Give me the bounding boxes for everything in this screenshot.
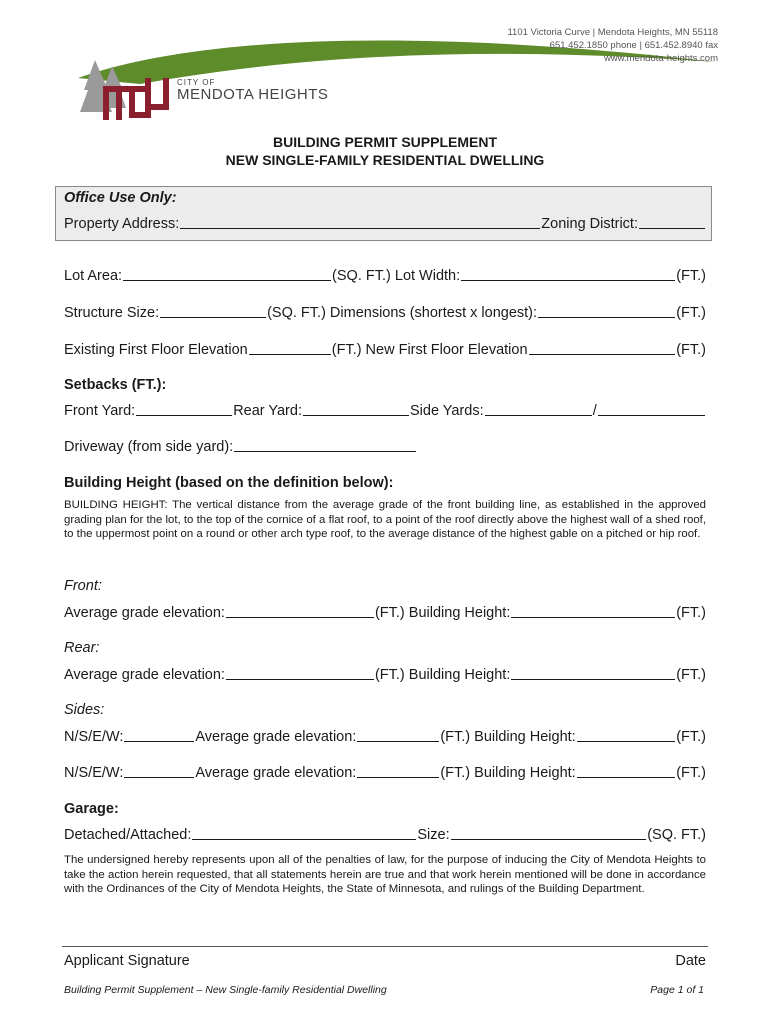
detached-attached-field[interactable] (192, 836, 416, 840)
existing-elevation-field[interactable] (249, 351, 331, 355)
existing-elevation-label: Existing First Floor Elevation (64, 342, 248, 358)
lot-row (64, 264, 706, 284)
lot-area-field[interactable] (123, 277, 331, 281)
side-2-avg-grade-label: Average grade elevation: (195, 765, 357, 781)
structure-size-label: Structure Size: (64, 305, 160, 321)
side-yard-1-field[interactable] (485, 412, 592, 416)
contact-web: www.mendota-heights.com (603, 53, 718, 64)
signature-line[interactable] (62, 946, 708, 947)
detached-attached-label: Detached/Attached: (64, 827, 192, 843)
side-2-avg-grade-field[interactable] (357, 774, 439, 778)
dimensions-unit: (FT.) (676, 305, 706, 321)
new-elevation-unit: (FT.) (676, 342, 706, 358)
rear-bldg-height-unit: (FT.) (676, 667, 706, 683)
zoning-district-label: Zoning District: (541, 216, 638, 232)
dimensions-label: (SQ. FT.) Dimensions (shortest x longest): (267, 305, 538, 321)
lot-area-label: Lot Area: (64, 268, 123, 284)
setbacks-row (64, 399, 706, 419)
side-2-nsew-field[interactable] (124, 774, 194, 778)
rear-avg-grade-label: Average grade elevation: (64, 667, 225, 683)
office-use-heading-row (64, 186, 706, 206)
height-heading-row (64, 471, 706, 491)
side-yard-2-field[interactable] (598, 412, 705, 416)
garage-size-field[interactable] (451, 836, 647, 840)
rear-height-row (64, 663, 706, 683)
title-line-1: BUILDING PERMIT SUPPLEMENT (272, 134, 497, 150)
letterhead-graphic (0, 0, 770, 130)
zoning-district-field[interactable] (639, 225, 705, 229)
letterhead (0, 0, 770, 130)
front-bldg-height-unit: (FT.) (676, 605, 706, 621)
driveway-label: Driveway (from side yard): (64, 439, 234, 455)
driveway-field[interactable] (234, 448, 416, 452)
garage-row (64, 823, 706, 843)
side-2-bldg-height-field[interactable] (577, 774, 675, 778)
lot-width-unit: (FT.) (676, 268, 706, 284)
elevation-row (64, 338, 706, 358)
rear-bldg-height-label: (FT.) Building Height: (374, 667, 511, 683)
side-yards-label: Side Yards: (409, 403, 484, 419)
side-2-bldg-height-unit: (FT.) (676, 765, 706, 781)
front-bldg-height-label: (FT.) Building Height: (374, 605, 511, 621)
front-yard-field[interactable] (136, 412, 232, 416)
applicant-signature-label: Applicant Signature (64, 953, 190, 969)
contact-block (507, 26, 718, 65)
side-2-bldg-height-label: (FT.) Building Height: (440, 765, 576, 781)
sides-heading: Sides: (64, 702, 105, 718)
rear-heading-row (64, 636, 706, 656)
side-1-bldg-height-field[interactable] (577, 738, 675, 742)
lot-width-field[interactable] (461, 277, 675, 281)
new-elevation-label: (FT.) New First Floor Elevation (331, 342, 528, 358)
side-1-bldg-height-unit: (FT.) (676, 729, 706, 745)
date-label: Date (675, 953, 706, 969)
front-heading-row (64, 574, 706, 594)
sides-heading-row (64, 698, 706, 718)
rear-yard-field[interactable] (303, 412, 409, 416)
garage-heading-row (64, 797, 706, 817)
side-yards-slash: / (592, 403, 597, 419)
lot-width-label: (SQ. FT.) Lot Width: (332, 268, 461, 284)
logo-city-name: MENDOTA HEIGHTS (177, 86, 329, 103)
rear-bldg-height-field[interactable] (511, 676, 675, 680)
dimensions-field[interactable] (538, 314, 675, 318)
side-1-nsew-label: N/S/E/W: (64, 729, 124, 745)
front-avg-grade-field[interactable] (226, 614, 374, 618)
property-address-field[interactable] (180, 225, 540, 229)
front-height-row (64, 601, 706, 621)
rear-avg-grade-field[interactable] (226, 676, 374, 680)
side-2-nsew-label: N/S/E/W: (64, 765, 124, 781)
side-height-row-1 (64, 725, 706, 745)
front-bldg-height-field[interactable] (511, 614, 675, 618)
side-1-bldg-height-label: (FT.) Building Height: (440, 729, 576, 745)
garage-size-label: Size: (417, 827, 450, 843)
driveway-row (64, 435, 706, 455)
setbacks-heading-row (64, 373, 706, 393)
contact-phone: 651.452.1850 phone | 651.452.8940 fax (549, 40, 718, 51)
side-1-nsew-field[interactable] (124, 738, 194, 742)
signature-row (64, 949, 706, 969)
footer-page-number: Page 1 of 1 (650, 984, 704, 996)
side-height-row-2 (64, 761, 706, 781)
office-use-row (64, 212, 706, 232)
side-1-avg-grade-field[interactable] (357, 738, 439, 742)
logo-city-of: CITY OF (177, 78, 216, 87)
page-footer (64, 984, 704, 996)
structure-size-field[interactable] (160, 314, 266, 318)
garage-heading: Garage: (64, 801, 119, 817)
height-definition: BUILDING HEIGHT: The vertical distance from the average grade of the front building line, as established in the approved grading plan for the lot, to the top of the cornice of a flat roof, to a point of the roof directly above the highest wall of a shed roof, to the uppermost point on a round or other arch type roof, to the average distance of the highest gable on a pitched or hip roof. (64, 499, 706, 541)
garage-size-unit: (SQ. FT.) (647, 827, 706, 843)
certification-text: The undersigned hereby represents upon all of the penalties of law, for the purpose of inducing the City of Mendota Heights to take the action herein requested, that all statements herein are true and that work herein mentioned will be done in accordance with the Ordinances of the City of Mendota Heights, the State of Minnesota, and rulings of the Building Department. (64, 854, 706, 896)
new-elevation-field[interactable] (529, 351, 676, 355)
height-heading: Building Height (based on the definition below): (64, 475, 394, 491)
side-1-avg-grade-label: Average grade elevation: (195, 729, 357, 745)
setbacks-heading: Setbacks (FT.): (64, 377, 167, 393)
structure-row (64, 301, 706, 321)
front-avg-grade-label: Average grade elevation: (64, 605, 225, 621)
footer-doc-name: Building Permit Supplement – New Single-family Residential Dwelling (64, 984, 387, 996)
property-address-label: Property Address: (64, 216, 180, 232)
office-use-heading: Office Use Only: (64, 190, 177, 206)
contact-address: 1101 Victoria Curve | Mendota Heights, MN 55118 (507, 27, 718, 38)
title-line-2: NEW SINGLE-FAMILY RESIDENTIAL DWELLING (225, 152, 545, 168)
rear-heading: Rear: (64, 640, 100, 656)
front-heading: Front: (64, 578, 102, 594)
front-yard-label: Front Yard: (64, 403, 136, 419)
rear-yard-label: Rear Yard: (233, 403, 302, 419)
